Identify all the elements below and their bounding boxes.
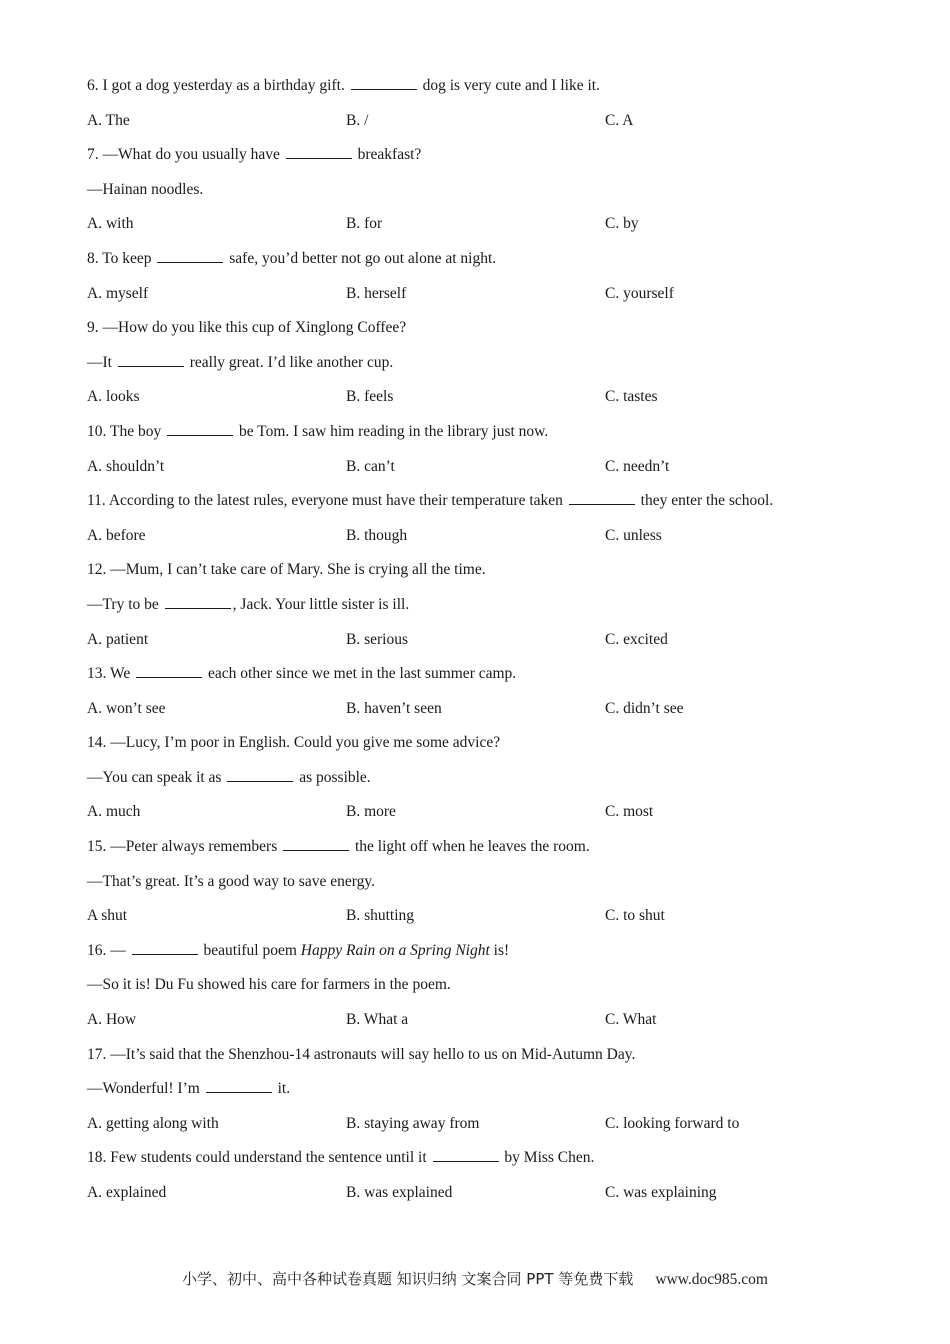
option-c: C. unless [605, 526, 662, 544]
question-9-reply: —It really great. I’d like another cup. [87, 353, 394, 371]
question-7-stem: 7. —What do you usually have breakfast? [87, 146, 422, 164]
answer-blank [132, 940, 198, 955]
footer-site-link[interactable]: www.doc985.com [655, 1271, 768, 1288]
answer-blank [227, 767, 293, 782]
question-17-options [87, 1111, 887, 1146]
option-b: B. for [346, 215, 383, 233]
question-15-stem: 15. —Peter always remembers the light off when he leaves the room. [87, 838, 590, 856]
question-list [87, 73, 887, 1215]
answer-blank [167, 421, 233, 436]
option-c: C. most [605, 803, 654, 821]
option-a: A. shouldn’t [87, 457, 165, 475]
option-a: A. How [87, 1011, 137, 1029]
question-14-reply: —You can speak it as as possible. [87, 768, 371, 786]
question-14-options [87, 799, 887, 834]
option-b: B. What a [346, 1011, 409, 1029]
question-10-stem: 10. The boy be Tom. I saw him reading in the library just now. [87, 422, 549, 440]
question-11-stem: 11. According to the latest rules, everyone must have their temperature taken they enter the school. [87, 492, 774, 510]
question-13-options [87, 696, 887, 731]
option-b: B. / [346, 111, 369, 129]
answer-blank [206, 1078, 272, 1093]
option-c: C. needn’t [605, 457, 670, 475]
option-b: B. though [346, 526, 408, 544]
option-a: A. before [87, 526, 146, 544]
option-a: A. explained [87, 1184, 167, 1201]
question-7-options [87, 211, 887, 246]
answer-blank [433, 1147, 499, 1162]
option-b: B. haven’t seen [346, 699, 442, 717]
question-16-stem: 16. — beautiful poem Happy Rain on a Spring Night is! [87, 941, 510, 959]
option-c: C. looking forward to [605, 1114, 740, 1132]
question-12-stem: 12. —Mum, I can’t take care of Mary. She is crying all the time. [87, 561, 486, 579]
option-a: A. patient [87, 630, 149, 648]
option-c: C. to shut [605, 907, 665, 925]
option-a: A. with [87, 215, 134, 233]
question-11-options [87, 523, 887, 558]
question-10-options [87, 454, 887, 489]
question-9-stem: 9. —How do you like this cup of Xinglong Coffee? [87, 319, 407, 337]
question-18-stem: 18. Few students could understand the sentence until it by Miss Chen. [87, 1149, 595, 1167]
option-b: B. staying away from [346, 1114, 480, 1132]
question-14-stem: 14. —Lucy, I’m poor in English. Could you give me some advice? [87, 734, 501, 752]
answer-blank [283, 836, 349, 851]
question-15-options [87, 903, 887, 938]
question-17-reply: —Wonderful! I’m it. [87, 1080, 291, 1098]
option-a: A. myself [87, 284, 149, 302]
answer-blank [165, 594, 231, 609]
option-b: B. more [346, 803, 396, 821]
option-b: B. was explained [346, 1184, 453, 1201]
page-footer [0, 1268, 950, 1289]
option-a: A. won’t see [87, 699, 166, 717]
question-8-options [87, 281, 887, 316]
option-c: C. by [605, 215, 639, 233]
question-12-reply: —Try to be , Jack. Your little sister is ill. [87, 595, 410, 613]
option-b: B. shutting [346, 907, 415, 925]
option-a: A. looks [87, 388, 140, 406]
answer-blank [157, 248, 223, 263]
footer-text: 小学、初中、高中各种试卷真题 知识归纳 文案合同 PPT 等免费下载 [182, 1270, 634, 1288]
question-6-options [87, 108, 887, 143]
answer-blank [136, 663, 202, 678]
option-c: C. tastes [605, 388, 658, 406]
answer-blank [569, 490, 635, 505]
question-7-reply: —Hainan noodles. [87, 180, 204, 198]
option-b: B. serious [346, 630, 408, 648]
option-a: A. much [87, 803, 141, 821]
question-8-stem: 8. To keep safe, you’d better not go out alone at night. [87, 249, 497, 267]
option-c: C. didn’t see [605, 699, 684, 717]
answer-blank [351, 75, 417, 90]
poem-title: Happy Rain on a Spring Night [300, 941, 490, 959]
question-9-options [87, 384, 887, 419]
option-c: C. A [605, 111, 634, 129]
answer-blank [118, 352, 184, 367]
option-c: C. excited [605, 630, 668, 648]
option-c: C. What [605, 1011, 657, 1029]
question-17-stem: 17. —It’s said that the Shenzhou-14 astronauts will say hello to us on Mid-Autumn Day. [87, 1045, 636, 1063]
option-a: A. The [87, 111, 130, 129]
option-b: B. feels [346, 388, 394, 406]
answer-blank [286, 144, 352, 159]
option-a: A shut [87, 907, 128, 925]
question-13-stem: 13. We each other since we met in the last summer camp. [87, 665, 517, 683]
option-a: A. getting along with [87, 1114, 219, 1132]
question-16-reply: —So it is! Du Fu showed his care for farmers in the poem. [87, 976, 451, 994]
option-b: B. can’t [346, 457, 395, 475]
question-15-reply: —That’s great. It’s a good way to save energy. [87, 872, 375, 890]
question-16-options [87, 1007, 887, 1042]
question-6-stem: 6. I got a dog yesterday as a birthday gift. dog is very cute and I like it. [87, 77, 600, 94]
question-18-options [87, 1180, 887, 1215]
option-c: C. was explaining [605, 1184, 717, 1201]
option-b: B. herself [346, 284, 407, 302]
option-c: C. yourself [605, 284, 674, 302]
question-12-options [87, 627, 887, 662]
